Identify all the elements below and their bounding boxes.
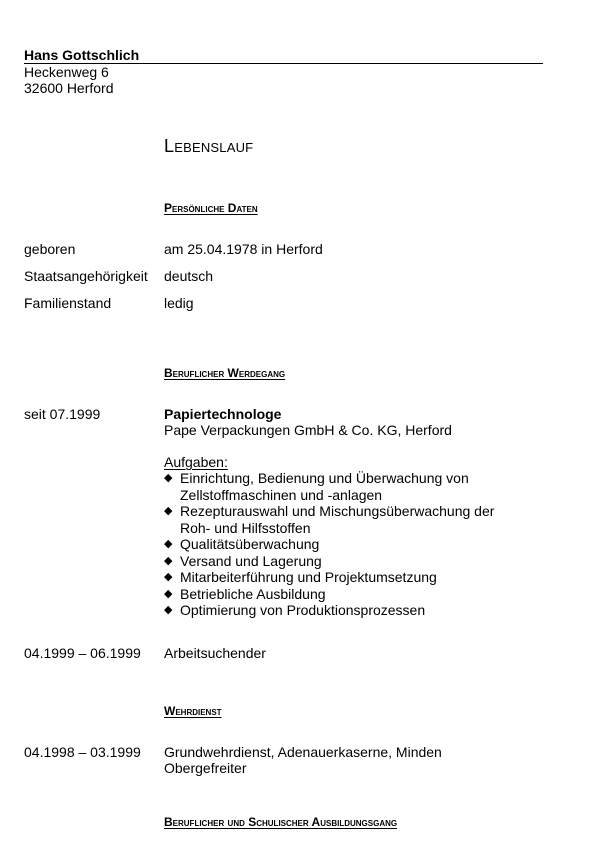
military-line-2: Obergefreiter bbox=[164, 760, 247, 776]
task-text: Qualitätsüberwachung bbox=[180, 536, 320, 552]
personal-value-marital: ledig bbox=[164, 295, 194, 311]
list-item bbox=[164, 536, 524, 553]
list-item bbox=[164, 602, 524, 619]
personal-label-nationality: Staatsangehörigkeit bbox=[24, 268, 148, 284]
list-item bbox=[164, 553, 524, 570]
personal-label-birth: geboren bbox=[24, 241, 76, 257]
diamond-bullet-icon: ◆ bbox=[164, 554, 173, 567]
section-heading-career: Beruflicher Werdegang bbox=[164, 366, 286, 380]
military-date: 04.1998 – 03.1999 bbox=[24, 744, 141, 760]
diamond-bullet-icon: ◆ bbox=[164, 571, 173, 583]
task-text: Einrichtung, Bedienung und Überwachung von Zellstoffmaschinen und -anlagen bbox=[180, 470, 469, 503]
list-item bbox=[164, 569, 524, 586]
document-title: Lebenslauf bbox=[164, 136, 254, 156]
career-date-2: 04.1999 – 06.1999 bbox=[24, 645, 141, 661]
diamond-bullet-icon: ◆ bbox=[164, 505, 173, 517]
task-text: Versand und Lagerung bbox=[180, 552, 322, 569]
personal-value-birth: am 25.04.1978 in Herford bbox=[164, 241, 323, 257]
diamond-bullet-icon: ◆ bbox=[164, 587, 173, 600]
career-tasks-label: Aufgaben: bbox=[164, 454, 228, 470]
task-text: Betriebliche Ausbildung bbox=[180, 585, 326, 602]
task-text: Rezepturauswahl und Mischungsüberwachung der Roh- und Hilfsstoffen bbox=[180, 503, 495, 536]
career-company-1: Pape Verpackungen GmbH & Co. KG, Herford bbox=[164, 422, 452, 438]
applicant-name: Hans Gottschlich bbox=[24, 47, 140, 63]
task-text: Optimierung von Produktionsprozessen bbox=[180, 602, 426, 618]
list-item bbox=[164, 503, 524, 536]
diamond-bullet-icon: ◆ bbox=[164, 538, 173, 550]
list-item bbox=[164, 586, 524, 603]
career-tasks-list bbox=[164, 470, 524, 619]
diamond-bullet-icon: ◆ bbox=[164, 604, 173, 616]
personal-label-marital: Familienstand bbox=[24, 295, 112, 311]
applicant-street: Heckenweg 6 bbox=[24, 64, 109, 80]
task-text: Mitarbeiterführung und Projektumsetzung bbox=[180, 569, 437, 585]
section-heading-education: Beruflicher und Schulischer Ausbildungsgang bbox=[164, 815, 398, 829]
career-date-1: seit 07.1999 bbox=[24, 406, 101, 422]
applicant-city: 32600 Herford bbox=[24, 80, 114, 96]
diamond-bullet-icon: ◆ bbox=[164, 472, 173, 484]
military-line-1: Grundwehrdienst, Adenauerkaserne, Minden bbox=[164, 744, 442, 760]
personal-value-nationality: deutsch bbox=[164, 268, 214, 284]
career-position-1: Papiertechnologe bbox=[164, 406, 282, 422]
career-description-2: Arbeitsuchender bbox=[164, 645, 266, 661]
section-heading-personal: Persönliche Daten bbox=[164, 201, 258, 215]
section-heading-military: Wehrdienst bbox=[164, 704, 222, 718]
list-item bbox=[164, 470, 524, 503]
